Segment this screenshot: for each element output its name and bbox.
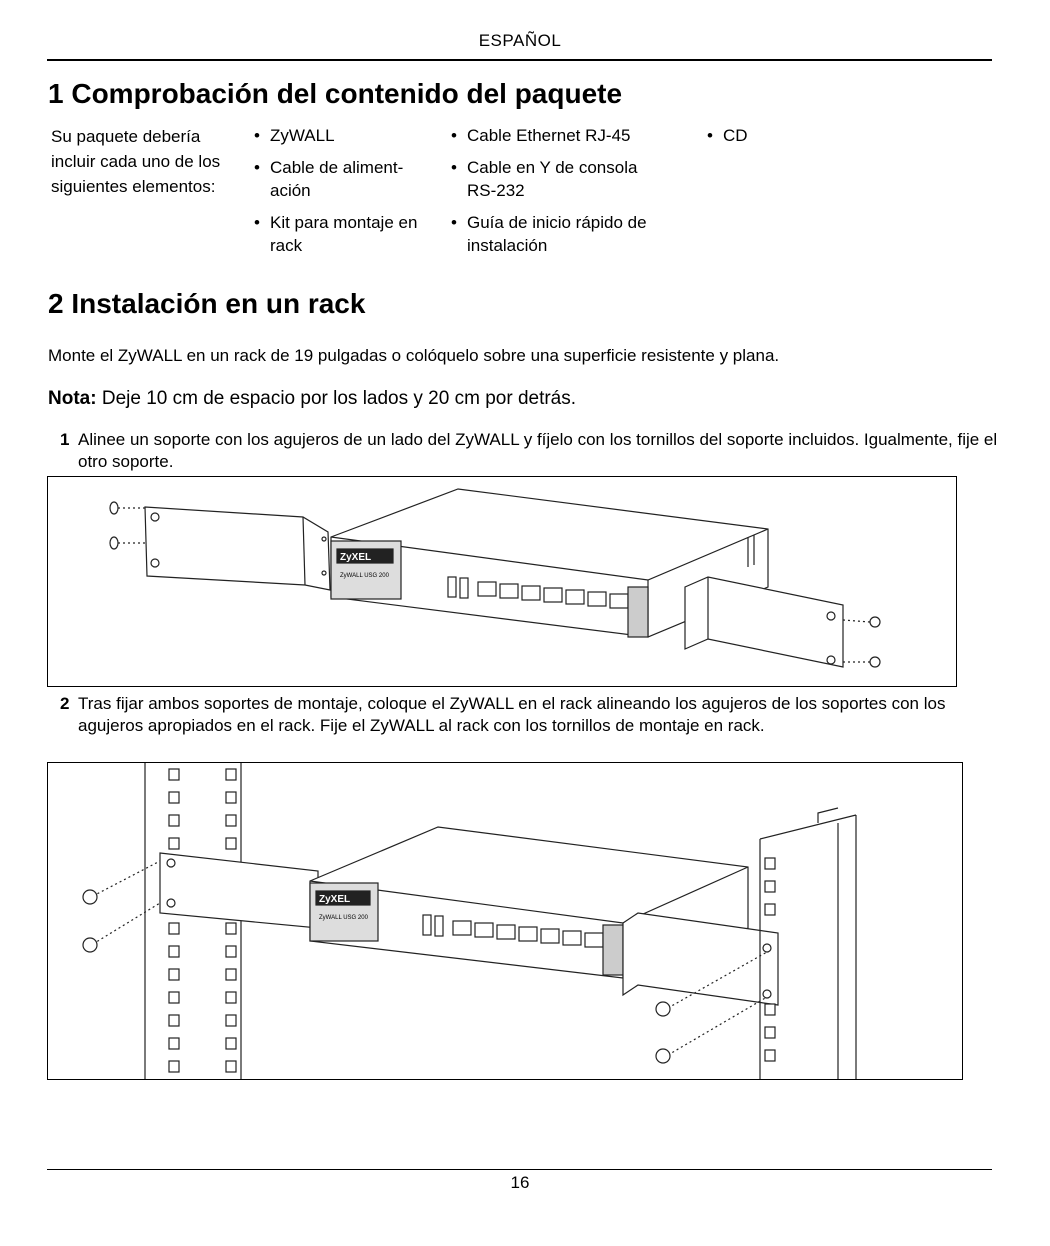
package-list-col2 xyxy=(449,124,679,266)
running-header: ESPAÑOL xyxy=(478,31,562,50)
note-label: Nota: xyxy=(48,388,97,409)
model-label: ZyWALL USG 200 xyxy=(340,573,389,579)
right-bracket xyxy=(685,577,843,667)
step-text: Alinee un soporte con los agujeros de un lado del ZyWALL y fíjelo con los tornillos del soporte incluidos. Igualmente, fije el otro soporte. xyxy=(78,430,998,471)
step-number: 2 xyxy=(60,694,70,713)
section-2-title: 2 Instalación en un rack xyxy=(48,288,366,319)
step-1 xyxy=(60,429,998,473)
section-1-title: 1 Comprobación del contenido del paquete xyxy=(48,78,623,109)
right-bracket xyxy=(623,913,778,1005)
list-item: • Kit para montaje en rack xyxy=(252,211,420,257)
brand-logo: ZyXEL xyxy=(340,552,372,563)
footer-rule xyxy=(47,1169,992,1170)
rack-mount-figure xyxy=(47,762,963,1080)
note-text: Deje 10 cm de espacio por los lados y 20 cm por detrás. xyxy=(96,388,577,409)
header-rule xyxy=(47,59,992,61)
package-list-col1 xyxy=(252,124,432,266)
left-bracket xyxy=(145,507,330,590)
list-item: • CD xyxy=(705,124,805,147)
step-2 xyxy=(60,693,998,737)
screw-icon xyxy=(83,861,160,952)
page-number: 16 xyxy=(510,1173,530,1192)
list-item: • Guía de inicio rápido de instalación xyxy=(449,211,677,257)
screw-icon xyxy=(843,617,880,667)
screw-icon xyxy=(110,502,148,549)
note xyxy=(48,388,576,410)
model-label: ZyWALL USG 200 xyxy=(319,915,368,921)
step-number: 1 xyxy=(60,430,70,449)
bracket-attachment-figure xyxy=(47,476,957,687)
list-item: • Cable de aliment-ación xyxy=(252,156,420,202)
brand-logo: ZyXEL xyxy=(319,894,351,905)
list-item: • ZyWALL xyxy=(252,124,432,147)
step-text: Tras fijar ambos soportes de montaje, coloque el ZyWALL en el rack alineando los agujeros de los soportes con los agujeros apropiados en el rack. Fije el ZyWALL al rack con los tornillos de montaje en rack. xyxy=(78,694,946,735)
package-list-col3 xyxy=(705,124,805,156)
list-item: • Cable Ethernet RJ-45 xyxy=(449,124,679,147)
package-intro: Su paquete debería incluir cada uno de los siguientes elementos: xyxy=(51,127,221,196)
rack-paragraph: Monte el ZyWALL en un rack de 19 pulgadas o colóquelo sobre una superficie resistente y plana. xyxy=(48,346,780,365)
left-bracket xyxy=(160,853,318,928)
list-item: • Cable en Y de consola RS-232 xyxy=(449,156,667,202)
left-rack-rail xyxy=(145,763,241,1079)
